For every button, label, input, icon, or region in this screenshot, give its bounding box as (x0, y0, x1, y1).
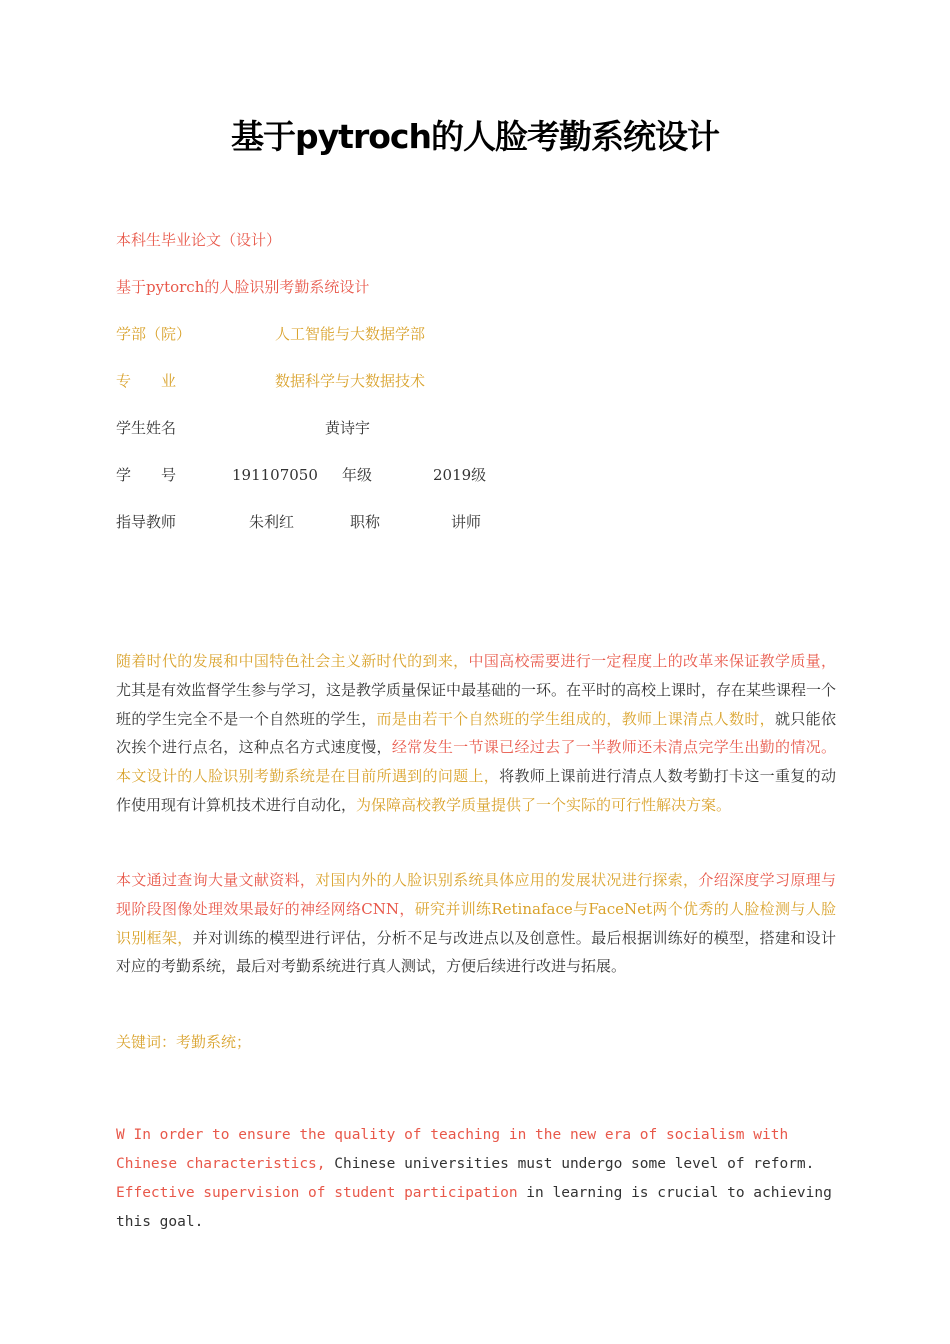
advisor-label: 指导教师 (116, 513, 177, 531)
name-label: 学生姓名 (116, 419, 177, 437)
abstract-p1-span: 而是由若干个自然班的学生组成的，教师上课清点人数时， (376, 709, 775, 728)
abstract-p2-span: 并对训练的模型进行评估，分析不足与改进点以及创意性。最后根据训练好的模型，搭建和设计对应的考勤系统，最后对考勤系统进行真人测试，方便后续进行改进与拓展。 (116, 928, 836, 976)
abstract-p2-span: 研究并训练Retinaface与FaceNet两个优秀的人脸检测与人脸识别框架， (116, 899, 837, 947)
rank-value: 讲师 (451, 513, 482, 531)
thesis-title: 基于pytorch的人脸识别考勤系统设计 (116, 278, 370, 296)
dept-label: 学部（院） (116, 325, 192, 343)
english-span: in learning is crucial to achieving this goal. (116, 1185, 832, 1230)
thesis-type: 本科生毕业论文（设计） (116, 231, 282, 249)
english-span: Chinese universities must undergo some level of reform. (325, 1156, 815, 1172)
abstract-p1-span: 将教师上课前进行清点人数考勤打卡这一重复的动作使用现有计算机技术进行自动化， (116, 767, 836, 814)
name-value: 黄诗宇 (325, 419, 371, 437)
abstract-p1-span: 经常发生一节课已经过去了一半教师还未清点完学生出勤的情况。 (391, 738, 836, 757)
major-label: 专 业 (116, 372, 177, 390)
abstract-p1-span: 本文设计的人脸识别考勤系统是在目前所遇到的问题上， (116, 767, 500, 786)
abstract-p1-span: 为保障高校教学质量提供了一个实际的可行性解决方案。 (356, 795, 732, 814)
english-span: W In order to ensure the quality of teaching in the new era of socialism with Chinese characteristics, (116, 1127, 789, 1172)
dept-value: 人工智能与大数据学部 (275, 325, 426, 343)
abstract-p2-span: 本文通过查询大量文献资料， (116, 871, 316, 889)
major-value: 数据科学与大数据技术 (275, 372, 426, 390)
grade-label: 年级 (342, 466, 373, 484)
id-label: 学 号 (116, 466, 177, 484)
abstract-p1-span: 中国高校需要进行一定程度上的改革来保证教学质量， (468, 652, 836, 670)
abstract-paragraph-2 (116, 866, 836, 981)
english-abstract (116, 1121, 846, 1237)
rank-label: 职称 (350, 513, 381, 531)
id-value: 191107050 (232, 466, 318, 484)
abstract-p1-span: 就只能依次挨个进行点名，这种点名方式速度慢， (116, 709, 836, 757)
advisor-value: 朱利红 (249, 513, 295, 531)
abstract-p2-span: 介绍深度学习原理与现阶段图像处理效果最好的神经网络CNN， (116, 871, 836, 918)
abstract-p1-span: 尤其是有效监督学生参与学习，这是教学质量保证中最基础的一环。在平时的高校上课时，存在某些课程一个班的学生完全不是一个自然班的学生， (116, 680, 837, 728)
abstract-p1-span: 随着时代的发展和中国特色社会主义新时代的到来， (116, 652, 469, 670)
abstract-p2-span: 对国内外的人脸识别系统具体应用的发展状况进行探索， (315, 871, 699, 889)
english-span: Effective supervision of student participation (116, 1185, 518, 1201)
document-title: 基于pytroch的人脸考勤系统设计 (231, 117, 719, 156)
grade-value: 2019级 (433, 466, 487, 484)
abstract-paragraph-1 (116, 647, 836, 820)
keywords: 关键词：考勤系统； (116, 1033, 252, 1051)
